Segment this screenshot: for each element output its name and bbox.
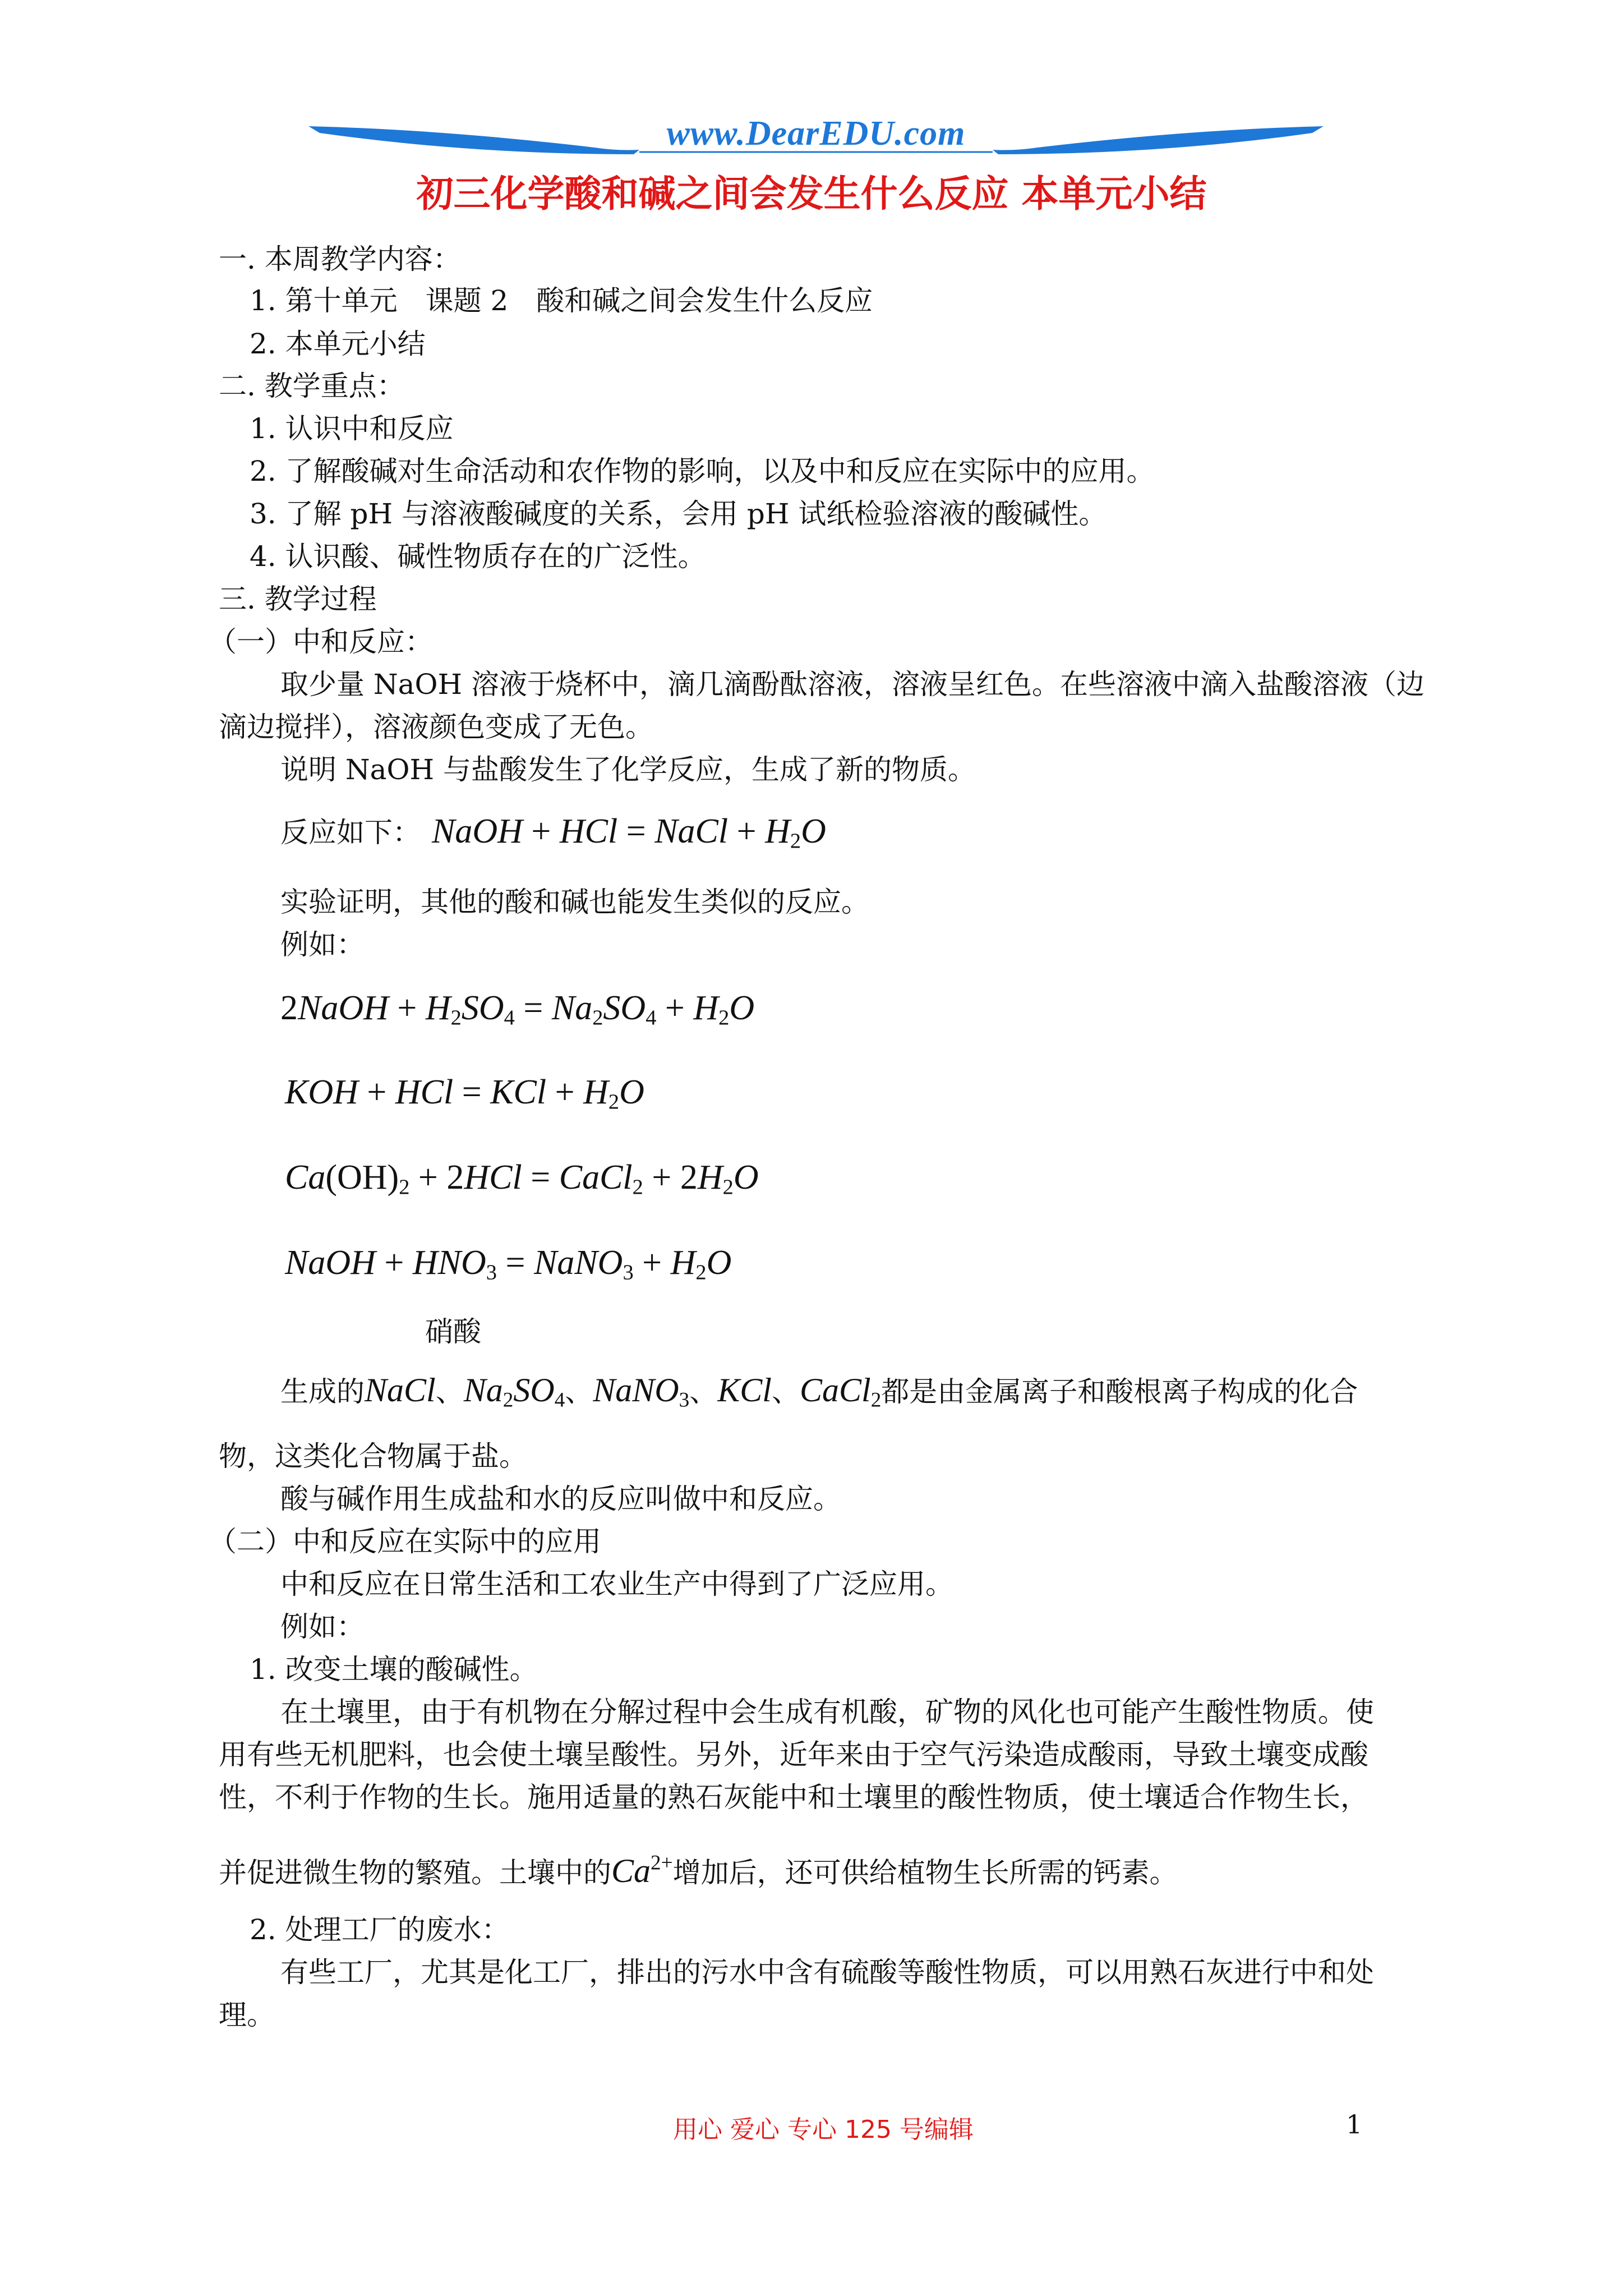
nitric-acid-label: 硝酸 [425, 1315, 481, 1348]
example-label-2: 例如： [280, 1611, 365, 1643]
section-1-item-2: 2. 本单元小结 [250, 328, 426, 360]
paragraph-5: 酸与碱作用生成盐和水的反应叫做中和反应。 [280, 1483, 841, 1515]
paragraph-4-line-1: 生成的NaCl、$Na_2SO_4$、NaNO$_3$、KCl、CaCl$_2$都是由金属离子和酸根离子构成的化合 [280, 1372, 1358, 1412]
section-1-item-1: 1. 第十单元 课题 2 酸和碱之间会发生什么反应 [250, 284, 873, 317]
section-3-heading: 三. 教学过程 [219, 583, 377, 615]
section-2-item-2: 2. 了解酸碱对生命活动和农作物的影响，以及中和反应在实际中的应用。 [250, 455, 1155, 487]
application-1-heading: 1. 改变土壤的酸碱性。 [250, 1653, 538, 1686]
equation-main: NaOH + HCl = NaCl + $H_2O$ [432, 812, 826, 853]
example-label-1: 例如： [280, 928, 365, 961]
paragraph-3: 实验证明，其他的酸和碱也能发生类似的反应。 [280, 886, 869, 918]
equation-4: NaOH + $HNO_3$ = NaNO$_3$ + $H_2O$ [285, 1244, 732, 1285]
equation-1: 2NaOH + $H_2SO_4 = Na_2SO_4 + H_2O$ [280, 989, 755, 1030]
equation-3: $Ca(OH)_2 + 2HCl$ = CaCl$_2$ + $2H_2O$ [285, 1158, 759, 1199]
equation-2: KOH + HCl = KCl + $H_2O$ [285, 1073, 644, 1114]
section-2-item-4: 4. 认识酸、碱性物质存在的广泛性。 [250, 540, 706, 573]
section-2-item-1: 1. 认识中和反应 [250, 412, 454, 445]
paragraph-8-line-1: 有些工厂，尤其是化工厂，排出的污水中含有硫酸等酸性物质，可以用熟石灰进行中和处 [280, 1956, 1374, 1989]
paragraph-8-line-2: 理。 [219, 1999, 275, 2031]
section-2-item-3: 3. 了解 pH 与溶液酸碱度的关系，会用 pH 试纸检验溶液的酸碱性。 [250, 498, 1107, 530]
subsection-1-heading: （一）中和反应： [209, 625, 433, 658]
paragraph-6: 中和反应在日常生活和工农业生产中得到了广泛应用。 [280, 1568, 953, 1600]
paragraph-4-line-2: 物，这类化合物属于盐。 [219, 1440, 527, 1473]
reaction-label: 反应如下： [280, 816, 421, 849]
logo-text: www.DearEDU.com [666, 114, 966, 153]
paragraph-7-line-1: 在土壤里，由于有机物在分解过程中会生成有机酸，矿物的风化也可能产生酸性物质。使 [280, 1696, 1374, 1728]
footer-editor-note: 用心 爱心 专心 125 号编辑 [673, 2115, 974, 2144]
page-title: 初三化学酸和碱之间会发生什么反应 本单元小结 [416, 172, 1207, 215]
section-1-heading: 一. 本周教学内容： [219, 243, 461, 275]
page-number: 1 [1346, 2109, 1363, 2139]
paragraph-1-line-1: 取少量 NaOH 溶液于烧杯中，滴几滴酚酞溶液，溶液呈红色。在些溶液中滴入盐酸溶液（边 [280, 668, 1424, 701]
paragraph-2: 说明 NaOH 与盐酸发生了化学反应，生成了新的物质。 [280, 753, 976, 786]
site-logo-banner [303, 104, 1329, 171]
paragraph-7-line-3: 性，不利于作物的生长。施用适量的熟石灰能中和土壤里的酸性物质，使土壤适合作物生长， [219, 1781, 1368, 1814]
application-2-heading: 2. 处理工厂的废水： [250, 1913, 510, 1946]
section-2-heading: 二. 教学重点： [219, 370, 405, 402]
subsection-2-heading: （二）中和反应在实际中的应用 [209, 1525, 601, 1558]
paragraph-7-line-4: 并促进微生物的繁殖。土壤中的$Ca^{2+}$增加后，还可供给植物生长所需的钙素。 [219, 1852, 1178, 1890]
paragraph-7-line-2: 用有些无机肥料，也会使土壤呈酸性。另外，近年来由于空气污染造成酸雨，导致土壤变成酸 [219, 1738, 1368, 1771]
paragraph-1-line-2: 滴边搅拌），溶液颜色变成了无色。 [219, 711, 653, 743]
